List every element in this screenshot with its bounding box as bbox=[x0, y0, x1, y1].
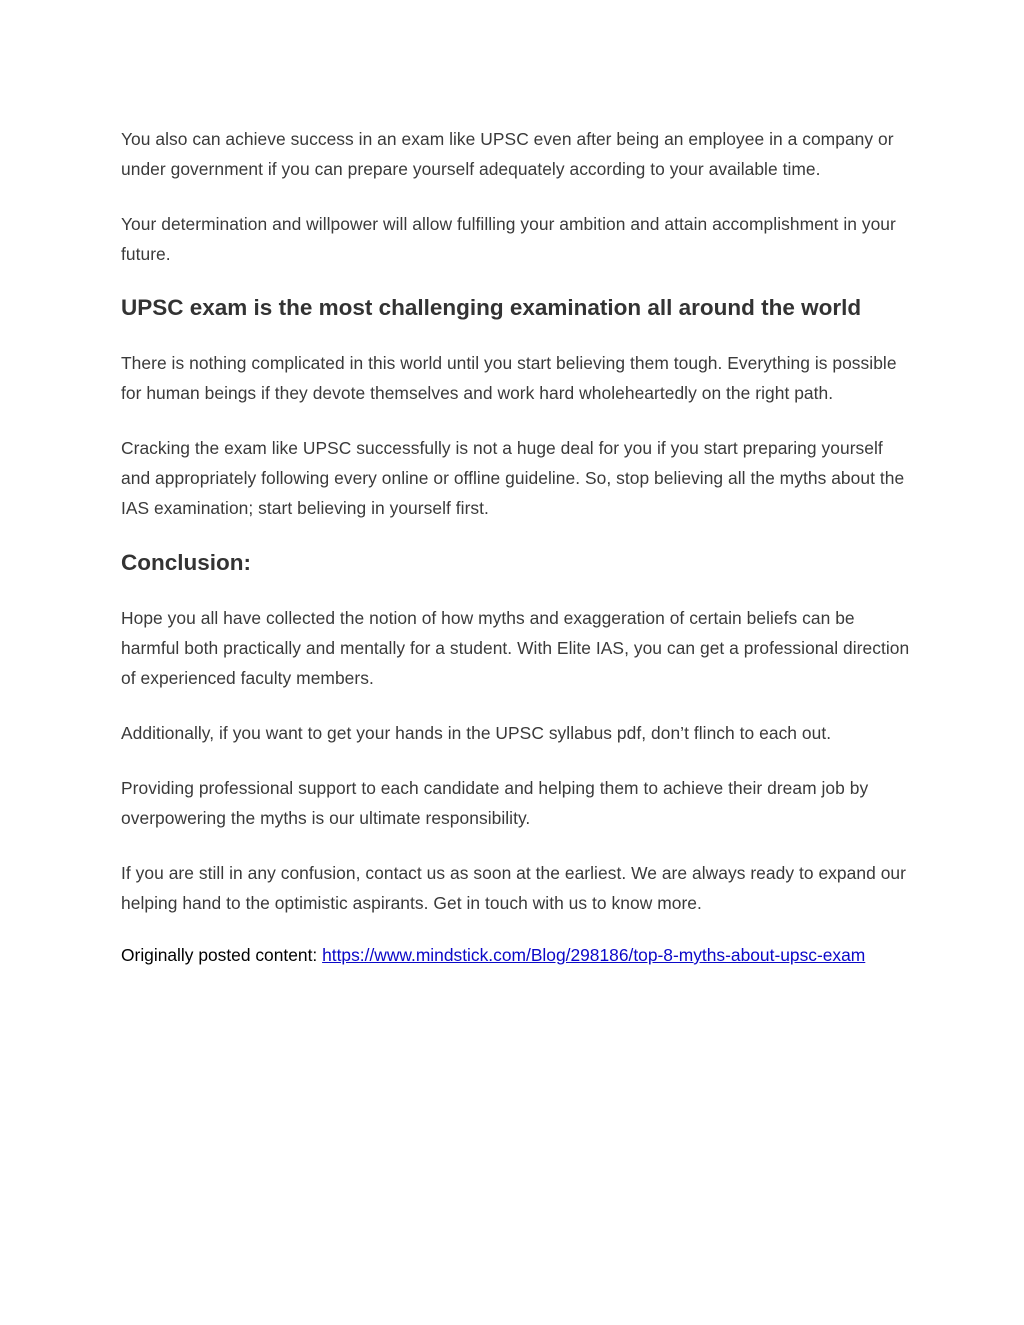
paragraph-hope: Hope you all have collected the notion of how myths and exaggeration of certain beliefs can be harmful both practically and mentally for a student. With Elite IAS, you can get a professional direction of experienced faculty members. bbox=[121, 608, 910, 688]
paragraph-employee-success: You also can achieve success in an exam like UPSC even after being an employee in a company or under government if you can prepare yourself adequately according to your available time. bbox=[121, 129, 894, 179]
source-attribution bbox=[121, 943, 911, 967]
heading-challenging-exam: UPSC exam is the most challenging examination all around the world bbox=[121, 295, 862, 320]
paragraph-support: Providing professional support to each candidate and helping them to achieve their dream job by overpowering the myths is our ultimate responsibility. bbox=[121, 778, 869, 828]
document-page bbox=[121, 124, 911, 967]
paragraph-contact: If you are still in any confusion, contact us as soon at the earliest. We are always ready to expand our helping hand to the optimistic aspirants. Get in touch with us to know more. bbox=[121, 863, 906, 913]
paragraph-cracking-exam: Cracking the exam like UPSC successfully is not a huge deal for you if you start preparing yourself and appropriately following every online or offline guideline. So, stop believing all the myths about the IAS examination; start believing in yourself first. bbox=[121, 438, 905, 518]
paragraph-syllabus: Additionally, if you want to get your hands in the UPSC syllabus pdf, don’t flinch to each out. bbox=[121, 723, 832, 743]
paragraph-determination: Your determination and willpower will allow fulfilling your ambition and attain accomplishment in your future. bbox=[121, 214, 896, 264]
source-label: Originally posted content: bbox=[121, 945, 323, 965]
paragraph-nothing-complicated: There is nothing complicated in this world until you start believing them tough. Everything is possible for human beings if they devote themselves and work hard wholeheartedly on the right path. bbox=[121, 353, 897, 403]
heading-conclusion: Conclusion: bbox=[121, 550, 251, 575]
source-link[interactable]: https://www.mindstick.com/Blog/298186/top-8-myths-about-upsc-exam bbox=[322, 945, 866, 965]
